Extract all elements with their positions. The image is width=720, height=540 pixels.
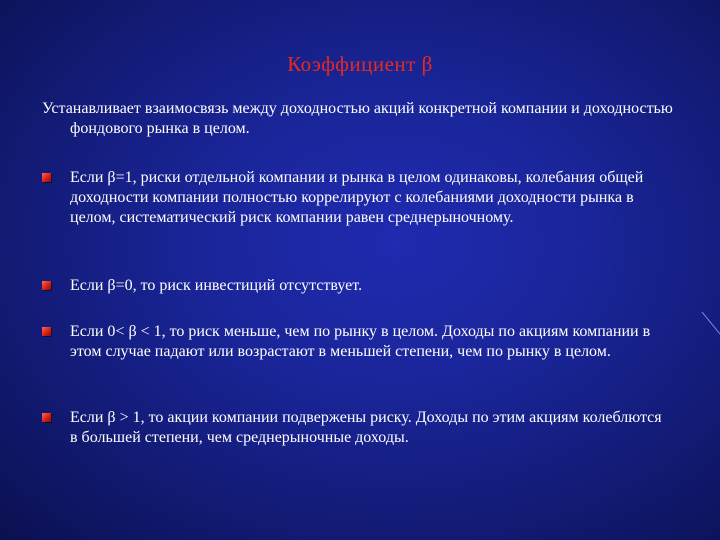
bullet-text: Если β=0, то риск инвестиций отсутствует.: [70, 277, 363, 294]
square-bullet-icon: [42, 413, 51, 422]
bullet-text: Если 0< β < 1, то риск меньше, чем по рынку в целом. Доходы по акциям компании в этом случае падают или возрастают в меньшей степени, чем по рынку в целом.: [70, 323, 651, 360]
intro-paragraph: Устанавливает взаимосвязь между доходностью акций конкретной компании и доходностью фондового рынка в целом.: [42, 100, 673, 137]
bullet-text: Если β=1, риски отдельной компании и рынка в целом одинаковы, колебания общей доходности компании полностью коррелируют с колебаниями доходности рынка в целом, систематический риск компании равен среднерыночному.: [70, 169, 644, 226]
decorative-line: [700, 300, 720, 340]
square-bullet-icon: [42, 327, 51, 336]
square-bullet-icon: [42, 281, 51, 290]
slide-title: Коэффициент β: [287, 52, 433, 76]
square-bullet-icon: [42, 173, 51, 182]
bullet-text: Если β > 1, то акции компании подвержены риску. Доходы по этим акциям колеблются в большей степени, чем среднерыночные доходы.: [70, 409, 662, 446]
